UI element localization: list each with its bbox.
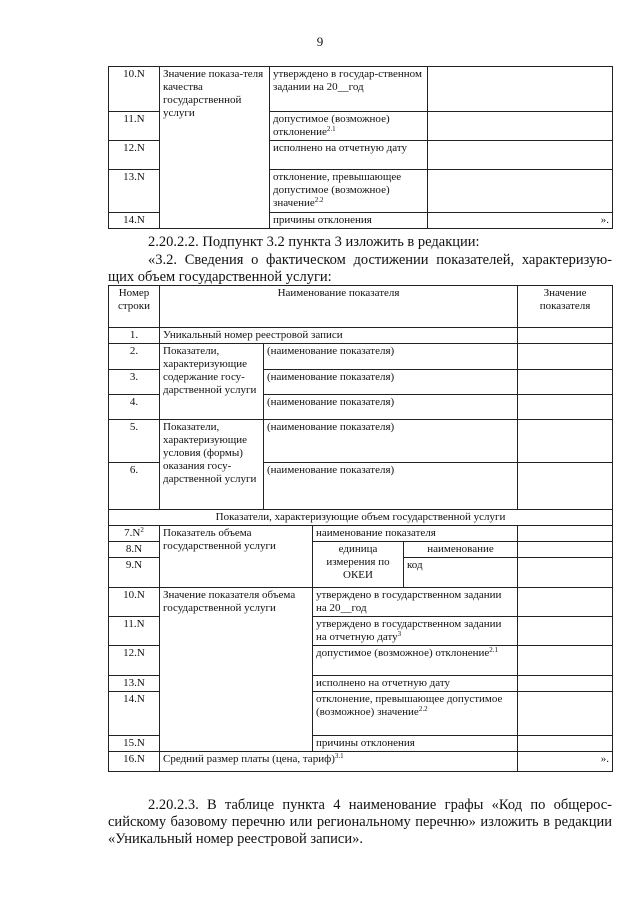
condition-indicators-label: Показатели, характеризующие условия (формы) оказания госу-дарственной услуги	[160, 420, 264, 510]
status-cell: утверждено в государственном задании на 20__год	[313, 588, 518, 617]
unit-code-cell: код	[404, 558, 518, 588]
table-row-num: 4.	[109, 395, 160, 420]
volume-indicator-label: Показатель объема государственной услуги	[160, 526, 313, 588]
status-cell: отклонение, превышающее допустимое (возможное) значение	[273, 171, 402, 209]
content-indicators-label: Показатели, характеризующие содержание госу-дарственной услуги	[160, 344, 264, 420]
status-cell: причины отклонения	[313, 736, 518, 752]
registry-number-label: Уникальный номер реестровой записи	[160, 328, 518, 344]
table-row-num: 14.N	[109, 213, 160, 229]
paragraph-2-20-2-2: 2.20.2.2. Подпункт 3.2 пункта 3 изложить в редакции:	[148, 234, 480, 250]
status-cell: отклонение, превышающее допустимое (возможное) значение	[316, 693, 503, 718]
unit-of-measure-label: единица измерения по ОКЕИ	[313, 542, 404, 588]
status-cell: допустимое (возможное) отклонение	[273, 113, 390, 138]
footnote-ref: 2.1	[489, 646, 499, 654]
page-number: 9	[316, 34, 324, 49]
footnote-ref: 2.1	[326, 125, 336, 133]
status-cell: исполнено на отчетную дату	[270, 141, 428, 170]
indicator-name-placeholder: (наименование показателя)	[264, 420, 518, 463]
header-indicator-name: Наименование показателя	[160, 286, 518, 328]
table-row-num: 3.	[109, 370, 160, 395]
quality-indicator-label: Значение показа-теля качества государственной услуги	[160, 67, 270, 229]
footnote-ref: 2	[140, 526, 144, 534]
table-row-num: 13.N	[109, 170, 160, 213]
table-row-num: 15.N	[109, 736, 160, 752]
status-cell: утверждено в государственном задании на отчетную дату	[316, 618, 502, 643]
average-fee-label: Средний размер платы (цена, тариф)	[163, 753, 335, 765]
status-cell: допустимое (возможное) отклонение	[316, 647, 490, 659]
table-row-num: 11.N	[109, 112, 160, 141]
volume-section-title: Показатели, характеризующие объем государственной услуги	[109, 510, 613, 526]
table-row-num: 5.	[109, 420, 160, 463]
volume-value-label: Значение показателя объема государственной услуги	[160, 588, 313, 752]
closing-quote: ».	[428, 213, 613, 229]
status-cell: утверждено в государ-ственном задании на 20__год	[270, 67, 428, 112]
table-row-num: 10.N	[109, 67, 160, 112]
table-row-num: 1.	[109, 328, 160, 344]
footnote-ref: 3.1	[334, 752, 344, 760]
quality-table	[108, 66, 613, 229]
indicator-name-placeholder: (наименование показателя)	[264, 344, 518, 370]
table-row-num: 11.N	[109, 617, 160, 646]
volume-table	[108, 285, 613, 772]
table-row-num: 12.N	[109, 141, 160, 170]
status-cell: причины отклонения	[270, 213, 428, 229]
header-indicator-value: Значение показателя	[518, 286, 613, 328]
status-cell: исполнено на отчетную дату	[313, 676, 518, 692]
closing-quote: ».	[518, 752, 613, 772]
table-row-num: 2.	[109, 344, 160, 370]
unit-name-cell: наименование	[404, 542, 518, 558]
table-row-num: 9.N	[109, 558, 160, 588]
footnote-ref: 2.2	[418, 705, 428, 713]
indicator-name-cell: наименование показателя	[313, 526, 518, 542]
indicator-name-placeholder: (наименование показателя)	[264, 395, 518, 420]
footnote-ref: 3	[397, 630, 402, 638]
table-row-num: 13.N	[109, 676, 160, 692]
paragraph-3-2: «3.2. Сведения о фактическом достижении показателей, характеризую-щих объем государственной услуги:	[108, 252, 612, 285]
paragraph-2-20-2-3: 2.20.2.3. В таблице пункта 4 наименование графы «Код по общерос-сийскому базовому перечню или региональному перечню» изложить в редакции «Уникальный номер реестровой записи».	[108, 797, 612, 847]
table-row-num: 16.N	[109, 752, 160, 772]
table-row-num: 14.N	[109, 692, 160, 736]
table-row-num: 12.N	[109, 646, 160, 676]
table-row-num: 7.N	[124, 527, 141, 539]
table-row-num: 8.N	[109, 542, 160, 558]
indicator-name-placeholder: (наименование показателя)	[264, 370, 518, 395]
footnote-ref: 2.2	[314, 196, 324, 204]
header-row-number: Номер строки	[109, 286, 160, 328]
table-row-num: 10.N	[109, 588, 160, 617]
indicator-name-placeholder: (наименование показателя)	[264, 463, 518, 510]
table-row-num: 6.	[109, 463, 160, 510]
